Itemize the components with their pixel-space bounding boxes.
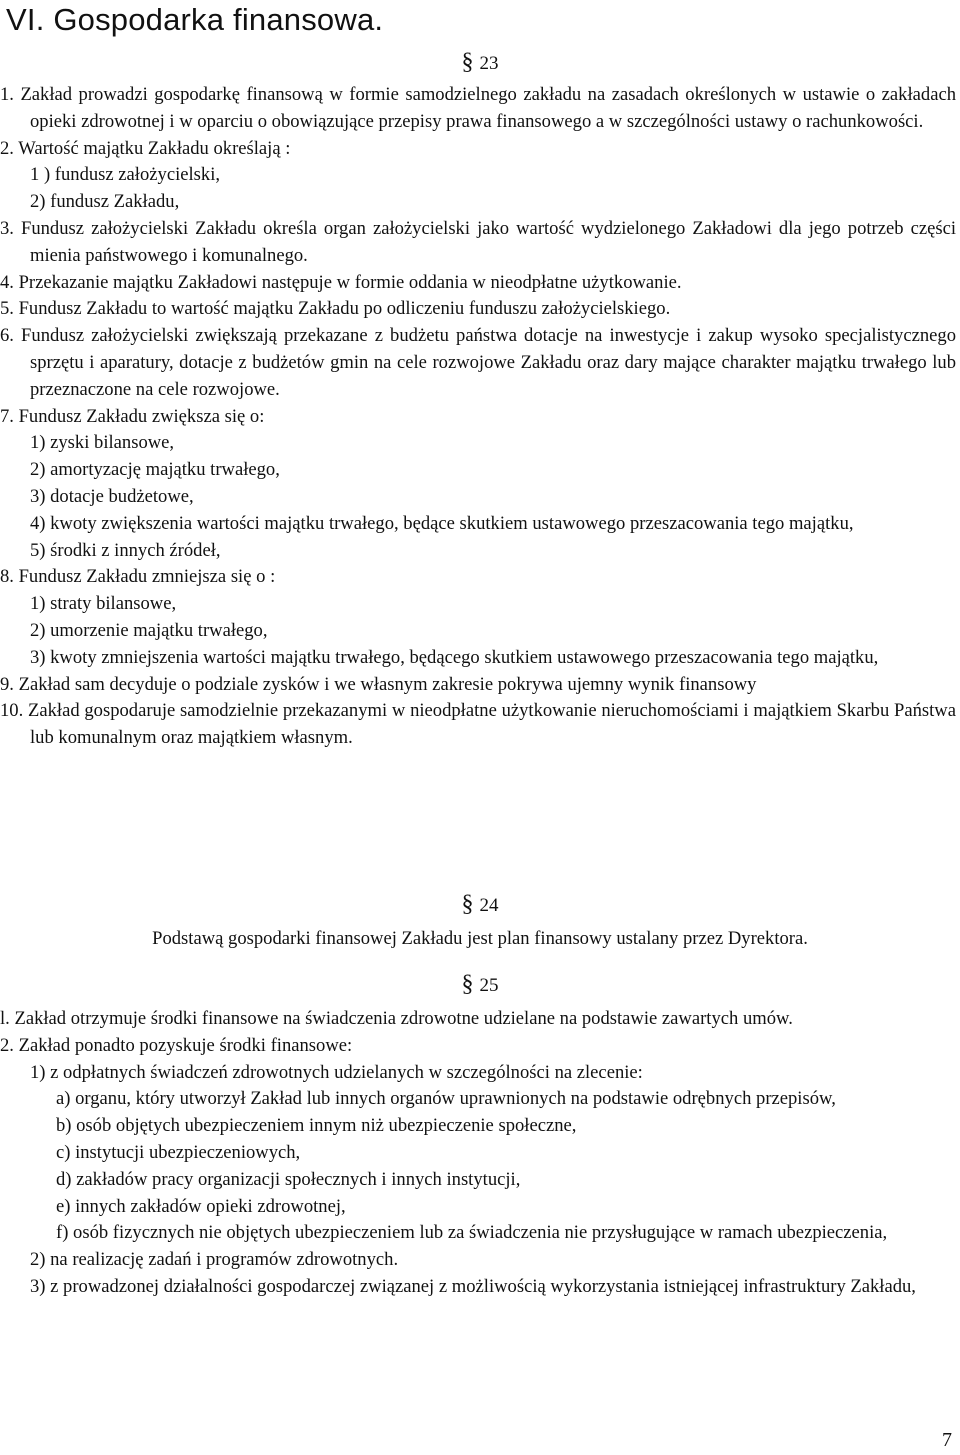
list-item-25-2-1: 1) z odpłatnych świadczeń zdrowotnych udzielanych w szczególności na zlecenie: (30, 1061, 643, 1083)
section-number: 24 (479, 895, 499, 916)
section-24-body (0, 926, 960, 953)
paragraph-23-4: 4. Przekazanie majątku Zakładowi następuje w formie oddania w nieodpłatne użytkowanie. (0, 271, 682, 293)
list-item-23-7-3: 3) dotacje budżetowe, (30, 485, 194, 507)
list-item-25-2-1-b: b) osób objętych ubezpieczeniem innym niż ubezpieczenie społeczne, (56, 1115, 577, 1137)
paragraph-24: Podstawą gospodarki finansowej Zakładu jest plan finansowy ustalany przez Dyrektora. (152, 928, 808, 949)
list-item-25-2-3: 3) z prowadzonej działalności gospodarczej związanej z możliwością wykorzystania istniejącej infrastruktury Zakładu, (30, 1275, 916, 1297)
list-item-25-2-1-a: a) organu, który utworzył Zakład lub innych organów uprawnionych na podstawie odrębnych przepisów, (56, 1088, 836, 1110)
chapter-heading: VI. Gospodarka finansowa. (6, 2, 384, 37)
list-item-25-2-1-e: e) innych zakładów opieki zdrowotnej, (56, 1195, 346, 1217)
list-item-25-2-2: 2) na realizację zadań i programów zdrowotnych. (30, 1249, 399, 1271)
paragraph-23-9: 9. Zakład sam decyduje o podziale zysków i we własnym zakresie pokrywa ujemny wynik finansowy (0, 673, 757, 695)
list-item-23-8-2: 2) umorzenie majątku trwałego, (30, 619, 268, 641)
paragraph-23-10: 10. Zakład gospodaruje samodzielnie przekazanymi w nieodpłatne użytkowanie nieruchomościami i majątkiem Skarbu Państwa lub komunalnym oraz majątkiem własnym. (0, 700, 956, 749)
paragraph-23-5: 5. Fundusz Zakładu to wartość majątku Zakładu po odliczeniu funduszu założycielskiego. (0, 298, 671, 320)
paragraph-23-1: 1. Zakład prowadzi gospodarkę finansową w formie samodzielnego zakładu na zasadach określonych w ustawie o zakładach opieki zdrowotnej i w oparciu o obowiązujące przepisy prawa finansowego a w szczególności ustawy o rachunkowości. (0, 84, 956, 132)
paragraph-23-3: 3. Fundusz założycielski Zakładu określa organ założycielski jako wartość wydzielonego Zakładowi dla jego potrzeb części mienia państwowego i komunalnego. (0, 217, 956, 266)
paragraph-23-8: 8. Fundusz Zakładu zmniejsza się o : (0, 566, 276, 588)
section-symbol: § (461, 971, 474, 997)
section-25-body (0, 1006, 960, 1301)
list-item-25-2-1-f: f) osób fizycznych nie objętych ubezpieczeniem lub za świadczenia nie przysługujące w ramach ubezpieczenia, (56, 1222, 888, 1244)
section-heading-25 (0, 972, 960, 998)
section-number: 25 (479, 975, 499, 996)
list-item-23-7-5: 5) środki z innych źródeł, (30, 539, 221, 561)
list-item-23-8-1: 1) straty bilansowe, (30, 593, 177, 615)
list-item-23-7-2: 2) amortyzację majątku trwałego, (30, 459, 280, 481)
section-heading-23 (0, 50, 960, 76)
paragraph-25-1: l. Zakład otrzymuje środki finansowe na świadczenia zdrowotne udzielane na podstawie zawartych umów. (0, 1008, 793, 1029)
list-item-25-2-1-d: d) zakładów pracy organizacji społecznych i innych instytucji, (56, 1168, 521, 1190)
paragraph-23-2: 2. Wartość majątku Zakładu określają : (0, 137, 291, 159)
list-item-23-7-4: 4) kwoty zwiększenia wartości majątku trwałego, będące skutkiem ustawowego przeszacowania tego majątku, (30, 512, 854, 534)
paragraph-25-2: 2. Zakład ponadto pozyskuje środki finansowe: (0, 1034, 353, 1056)
paragraph-23-7: 7. Fundusz Zakładu zwiększa się o: (0, 405, 265, 427)
list-item-23-2-2: 2) fundusz Zakładu, (30, 191, 180, 213)
list-item-23-8-3: 3) kwoty zmniejszenia wartości majątku trwałego, będącego skutkiem ustawowego przeszacowania tego majątku, (30, 646, 879, 668)
section-symbol: § (461, 891, 474, 917)
page-number: 7 (942, 1429, 952, 1451)
list-item-25-2-1-c: c) instytucji ubezpieczeniowych, (56, 1141, 301, 1163)
section-number: 23 (479, 53, 499, 74)
section-symbol: § (461, 49, 474, 75)
paragraph-23-6: 6. Fundusz założycielski zwiększają przekazane z budżetu państwa dotacje na inwestycje i zakup wysoko specjalistycznego sprzętu i aparatury, dotacje z budżetów gmin na cele rozwojowe Zakładu oraz dary mające charakter majątku trwałego lub przeznaczone na cele rozwojowe. (0, 325, 956, 400)
list-item-23-2-1: 1 ) fundusz założycielski, (30, 164, 221, 186)
list-item-23-7-1: 1) zyski bilansowe, (30, 432, 175, 454)
section-23-body (0, 82, 960, 752)
section-heading-24 (0, 892, 960, 918)
